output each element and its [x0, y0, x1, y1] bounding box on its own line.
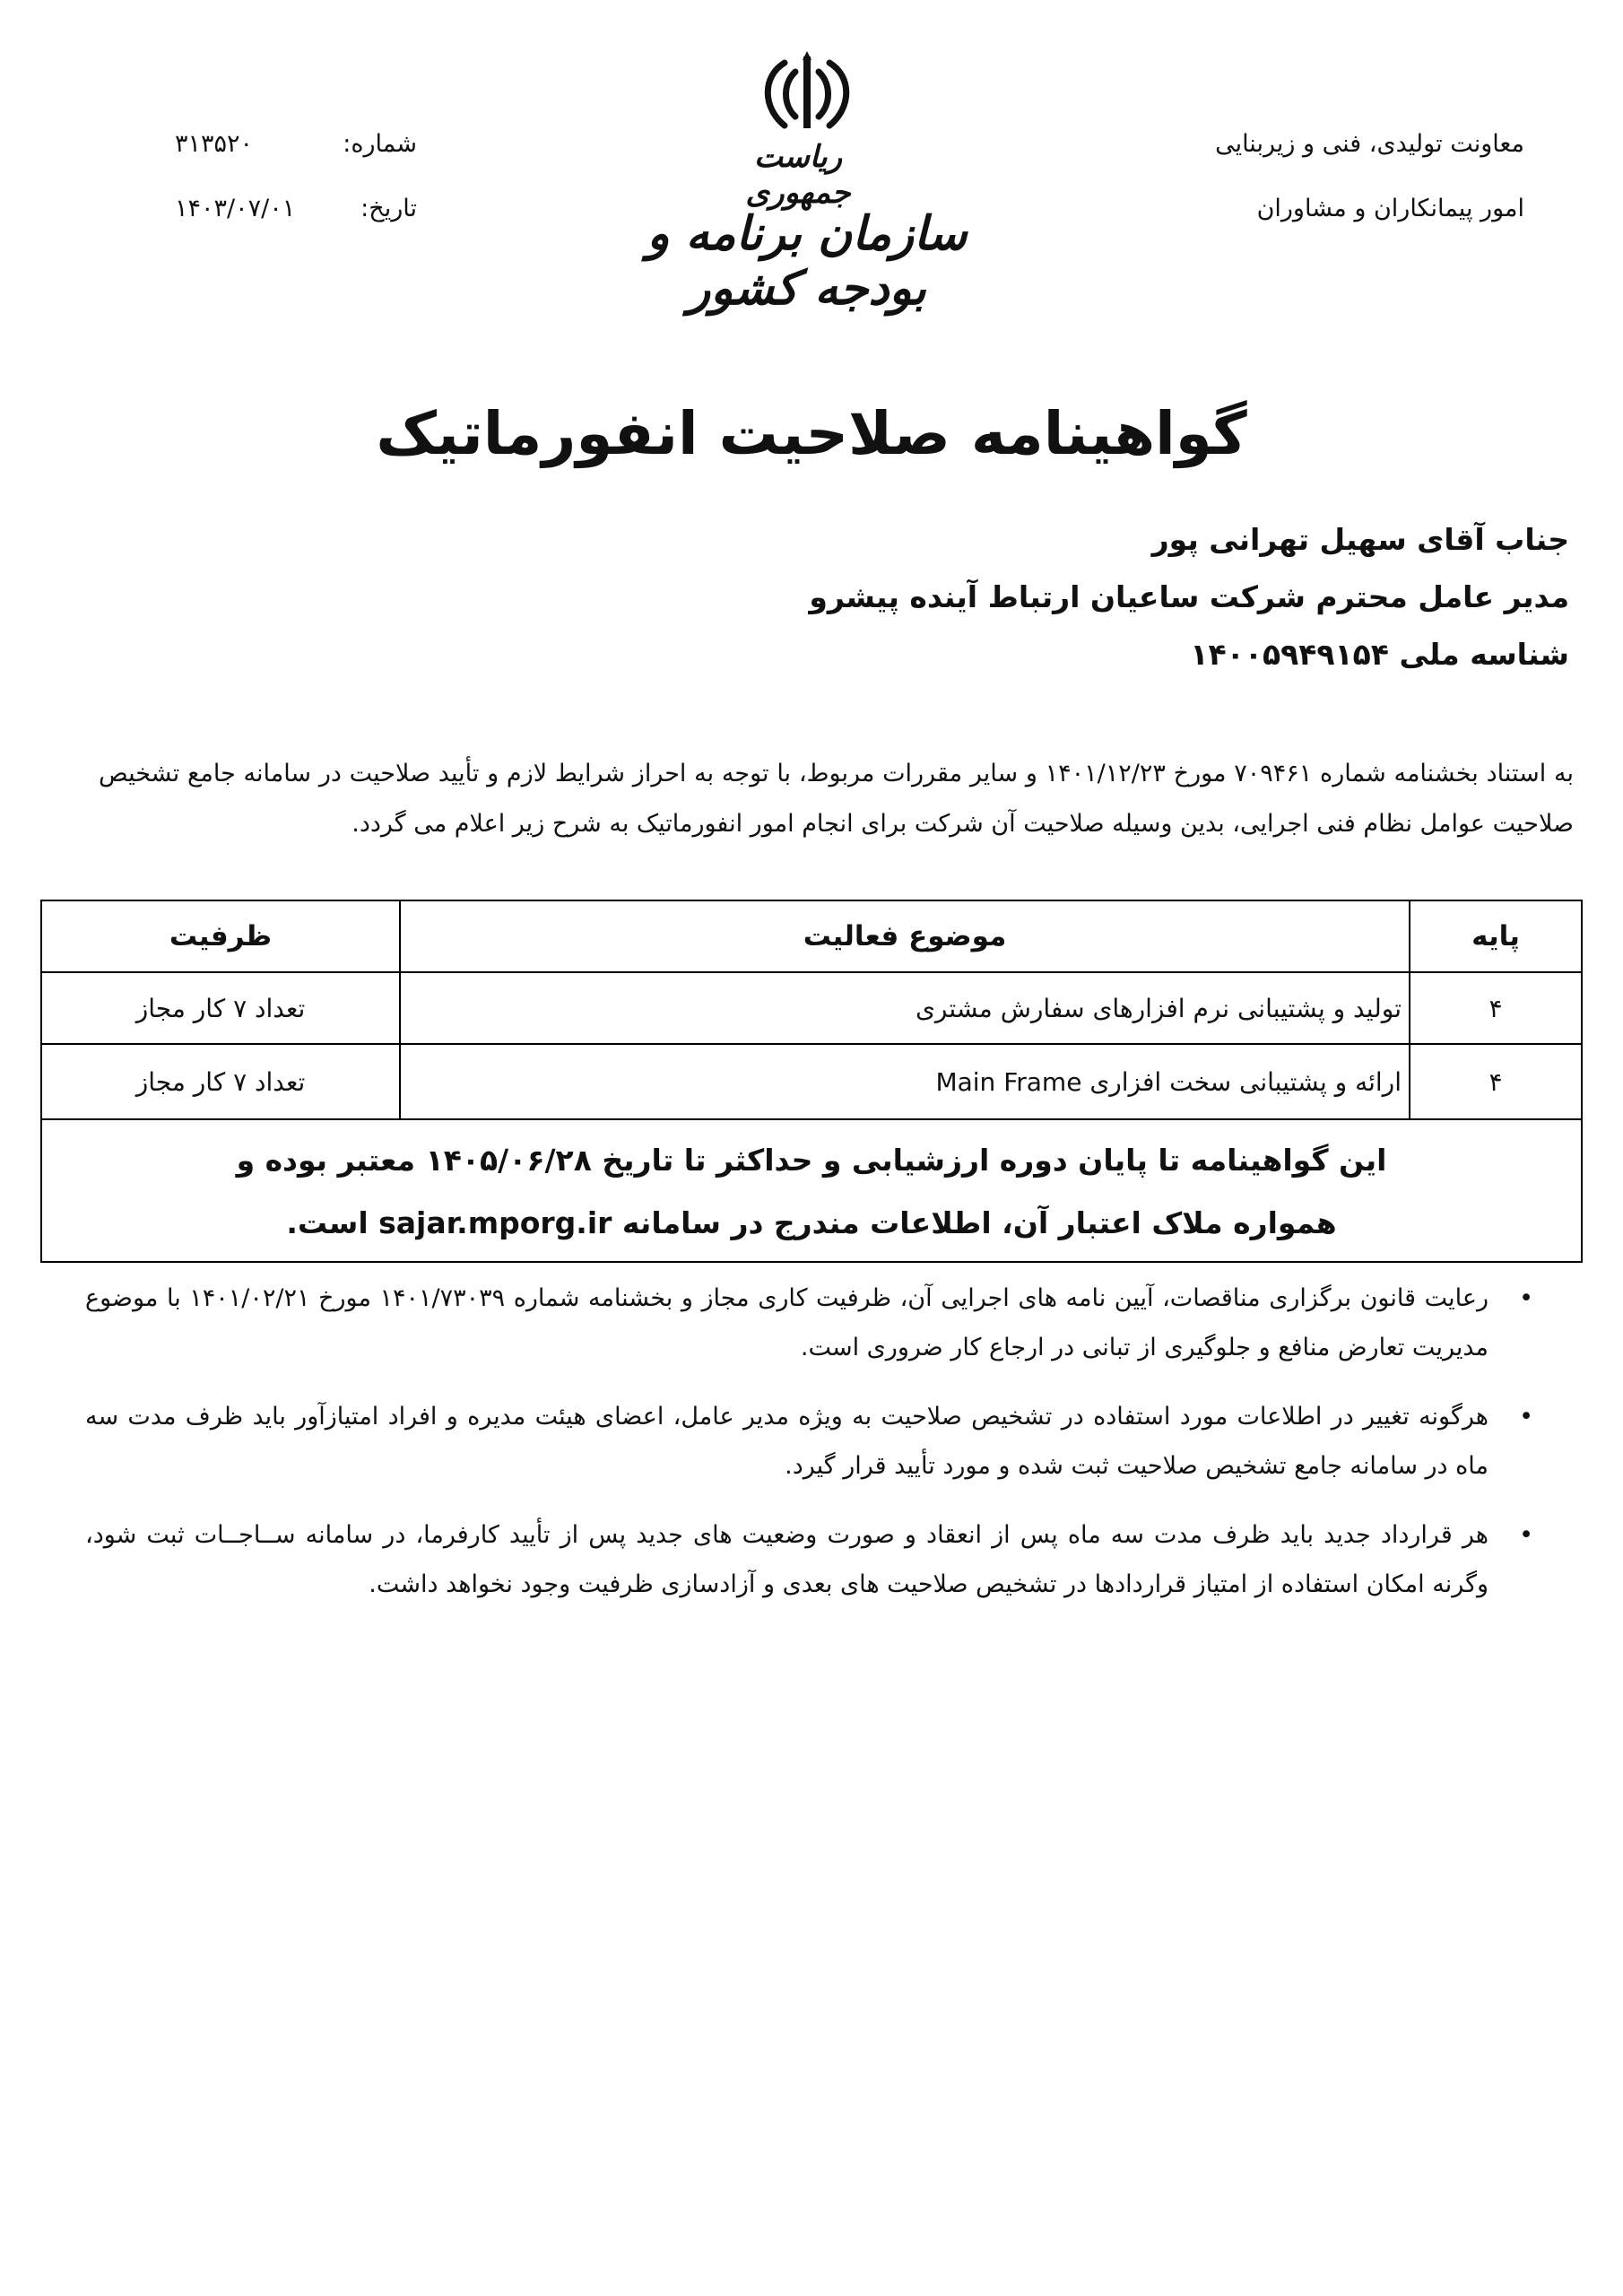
header-deputy: معاونت تولیدی، فنی و زیربنایی	[1215, 130, 1524, 158]
table-header-row	[42, 901, 1581, 973]
iran-emblem-icon	[758, 49, 856, 135]
header-reference	[175, 112, 417, 241]
list-item	[85, 1392, 1533, 1491]
list-item	[85, 1510, 1533, 1609]
list-item	[85, 1274, 1533, 1372]
row-paye: ۴	[1409, 1045, 1581, 1118]
conditions-list	[85, 1274, 1533, 1629]
national-id: شناسه ملی ۱۴۰۰۵۹۴۹۱۵۴	[1190, 637, 1569, 672]
recipient-name: جناب آقای سهیل تهرانی پور	[1151, 522, 1569, 557]
row-mozo: ارائه و پشتیبانی سخت افزاری Main Frame	[399, 1045, 1409, 1118]
number-label: شماره:	[343, 130, 417, 158]
header-department	[1076, 112, 1524, 241]
table-row	[42, 1045, 1581, 1120]
list-item-text: هر قرارداد جدید باید ظرف مدت سه ماه پس از انعقاد و صورت وضعیت های جدید پس از تأیید کارفرما، در سامانه ســاجــات ثبت شود، وگرنه امکان استفاده از امتیاز قراردادها در تشخیص صلاحیت های بعدی و آزادسازی ظرفیت وجود نخواهد داشت.	[85, 1521, 1488, 1598]
qualification-table	[40, 900, 1583, 1263]
table-row	[42, 973, 1581, 1045]
header-mozo: موضوع فعالیت	[399, 901, 1409, 971]
organization-logo	[592, 49, 1022, 316]
date-label: تاریخ:	[360, 195, 417, 222]
row-mozo: تولید و پشتیبانی نرم افزارهای سفارش مشتری	[399, 973, 1409, 1043]
row-paye: ۴	[1409, 973, 1581, 1043]
recipient-block	[493, 511, 1569, 683]
row-zarfiat: تعداد ۷ کار مجاز	[135, 1066, 306, 1097]
bullet-icon: •	[1519, 1403, 1533, 1431]
recipient-position: مدیر عامل محترم شرکت ساعیان ارتباط آینده پیشرو	[809, 579, 1569, 614]
date-value: ۱۴۰۳/۰۷/۰۱	[175, 195, 296, 222]
intro-paragraph: به استناد بخشنامه شماره ۷۰۹۴۶۱ مورخ ۱۴۰۱/۱۲/۲۳ و سایر مقررات مربوط، با توجه به احراز شرایط لازم و تأیید صلاحیت در سامانه جامع تشخیص صلاحیت عوامل نظام فنی اجرایی، بدین وسیله صلاحیت آن شرکت برای انجام امور انفورماتیک به شرح زیر اعلام می گردد.	[99, 760, 1574, 838]
validity-note-line2: همواره ملاک اعتبار آن، اطلاعات مندرج در سامانه sajar.mporg.ir است.	[286, 1205, 1337, 1240]
organization-name: سازمان برنامه و بودجه کشور	[647, 206, 968, 316]
list-item-text: رعایت قانون برگزاری مناقصات، آیین نامه های اجرایی آن، ظرفیت کاری مجاز و بخشنامه شماره ۱۴۰۱/۷۳۰۳۹ مورخ ۱۴۰۱/۰۲/۲۱ با موضوع مدیریت تعارض منافع و جلوگیری از تبانی در ارجاع کار ضروری است.	[85, 1284, 1488, 1361]
number-value: ۳۱۳۵۲۰	[175, 130, 254, 158]
page-title: گواهینامه صلاحیت انفورماتیک	[376, 399, 1247, 468]
header-zarfiat: ظرفیت	[169, 920, 273, 952]
validity-note	[42, 1120, 1581, 1261]
bullet-icon: •	[1519, 1521, 1533, 1549]
validity-note-line1: این گواهینامه تا پایان دوره ارزشیابی و حداکثر تا تاریخ ۱۴۰۵/۰۶/۲۸ معتبر بوده و	[236, 1143, 1387, 1178]
header-paye: پایه	[1409, 901, 1581, 971]
presidency-text: ریاست جمهوری	[745, 139, 851, 211]
header-office: امور پیمانکاران و مشاوران	[1256, 195, 1524, 222]
list-item-text: هرگونه تغییر در اطلاعات مورد استفاده در تشخیص صلاحیت به ویژه مدیر عامل، اعضای هیئت مدیره و افراد امتیازآور باید ظرف مدت سه ماه در سامانه جامع تشخیص صلاحیت ثبت شده و مورد تأیید قرار گیرد.	[85, 1403, 1488, 1480]
bullet-icon: •	[1519, 1284, 1533, 1312]
row-zarfiat: تعداد ۷ کار مجاز	[135, 993, 306, 1023]
